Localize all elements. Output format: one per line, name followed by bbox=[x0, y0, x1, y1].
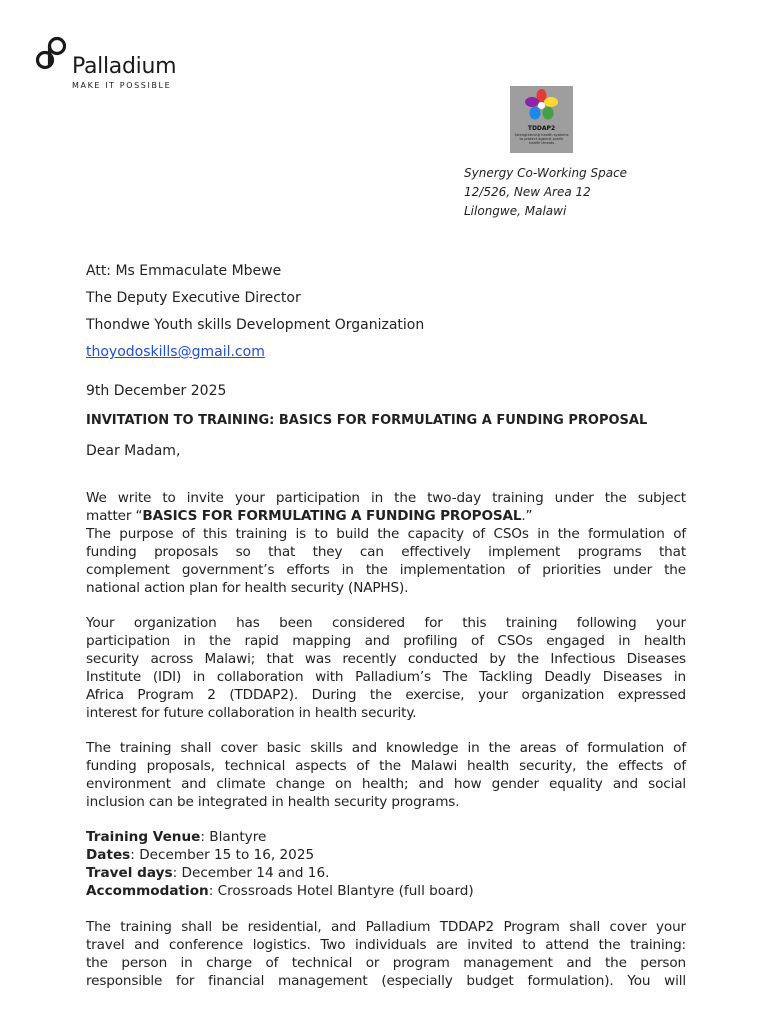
address-line: 12/526, New Area 12 bbox=[464, 185, 591, 199]
para-line: travel and conference logistics. Two individuals are invited to attend the training: bbox=[86, 937, 686, 953]
detail-dates bbox=[86, 846, 314, 864]
training-title-bold: BASICS FOR FORMULATING A FUNDING PROPOSAL bbox=[142, 508, 522, 524]
recipient-org: Thondwe Youth skills Development Organization bbox=[86, 317, 425, 333]
detail-sep: : bbox=[208, 883, 218, 899]
para-line: responsible for financial management (especially budget formulation). You will bbox=[86, 973, 686, 989]
detail-label: Dates bbox=[86, 847, 131, 863]
detail-value: December 14 and 16. bbox=[181, 865, 330, 881]
paragraph-selection bbox=[86, 614, 686, 722]
para-line: environment and climate change on health; and how gender equality and social bbox=[86, 776, 686, 792]
email-text[interactable]: thoyodoskills@gmail.com bbox=[86, 344, 265, 360]
letter-subject: INVITATION TO TRAINING: BASICS FOR FORMULATING A FUNDING PROPOSAL bbox=[86, 413, 648, 428]
para-line: complement government’s efforts in the implementation of priorities under the bbox=[86, 562, 686, 578]
detail-value: Blantyre bbox=[209, 829, 267, 845]
paragraph-logistics bbox=[86, 918, 686, 990]
detail-label: Travel days bbox=[86, 865, 173, 881]
sender-address bbox=[464, 164, 627, 221]
detail-sep: : bbox=[130, 847, 140, 863]
detail-sep: : bbox=[172, 865, 182, 881]
tddap2-title: TDDAP2 bbox=[527, 125, 556, 132]
detail-venue bbox=[86, 828, 266, 846]
logo-wordmark: Palladium bbox=[72, 54, 177, 79]
para-line: security across Malawi; that was recently conducted by the Infectious Diseases bbox=[86, 651, 686, 667]
detail-accommodation bbox=[86, 882, 474, 900]
para-line: The purpose of this training is to build the capacity of CSOs in the formulation of bbox=[86, 526, 686, 542]
recipient-title: The Deputy Executive Director bbox=[86, 290, 301, 306]
salutation: Dear Madam, bbox=[86, 443, 181, 459]
tddap2-tagline: Strengthening health systems to protect against public health threats bbox=[514, 133, 569, 145]
para-line bbox=[86, 507, 686, 525]
para-line: inclusion can be integrated in health security programs. bbox=[86, 794, 460, 810]
tddap2-logo bbox=[510, 86, 573, 153]
para-line: national action plan for health security (NAPHS). bbox=[86, 580, 409, 596]
flower-icon bbox=[510, 86, 573, 126]
para-line: We write to invite your participation in the two-day training under the subject bbox=[86, 490, 686, 506]
detail-value: December 15 to 16, 2025 bbox=[139, 847, 315, 863]
para-line: participation in the rapid mapping and profiling of CSOs engaged in health bbox=[86, 633, 686, 649]
para-line: funding proposals, technical aspects of the Malawi health security, the effects of bbox=[86, 758, 686, 774]
paragraph-invitation bbox=[86, 489, 686, 597]
para-line: The training shall cover basic skills and knowledge in the areas of formulation of bbox=[86, 740, 686, 756]
palladium-mark-icon bbox=[34, 34, 70, 74]
para-line: funding proposals so that they can effectively implement programs that bbox=[86, 544, 686, 560]
recipient-att: Att: Ms Emmaculate Mbewe bbox=[86, 263, 282, 279]
para-line: Your organization has been considered for this training following your bbox=[86, 615, 686, 631]
text-run: matter “ bbox=[86, 508, 143, 524]
para-line: The training shall be residential, and Palladium TDDAP2 Program shall cover your bbox=[86, 919, 686, 935]
logo-tagline: MAKE IT POSSIBLE bbox=[72, 81, 172, 90]
detail-sep: : bbox=[200, 829, 210, 845]
para-line: the person in charge of technical or program management and the person bbox=[86, 955, 686, 971]
letter-date: 9th December 2025 bbox=[86, 383, 227, 399]
detail-label: Accommodation bbox=[86, 883, 209, 899]
para-line: Africa Program 2 (TDDAP2). During the exercise, your organization expressed bbox=[86, 687, 686, 703]
paragraph-training-scope bbox=[86, 739, 686, 811]
address-line: Synergy Co-Working Space bbox=[464, 166, 628, 180]
detail-label: Training Venue bbox=[86, 829, 201, 845]
detail-travel-days bbox=[86, 864, 329, 882]
para-line: Institute (IDI) in collaboration with Palladium’s The Tackling Deadly Diseases in bbox=[86, 669, 686, 685]
address-line: Lilongwe, Malawi bbox=[464, 204, 567, 218]
detail-value: Crossroads Hotel Blantyre (full board) bbox=[217, 883, 474, 899]
recipient-email-link[interactable] bbox=[86, 344, 265, 360]
para-line: interest for future collaboration in health security. bbox=[86, 705, 417, 721]
text-run: .” bbox=[521, 508, 533, 524]
palladium-logo bbox=[34, 34, 194, 94]
